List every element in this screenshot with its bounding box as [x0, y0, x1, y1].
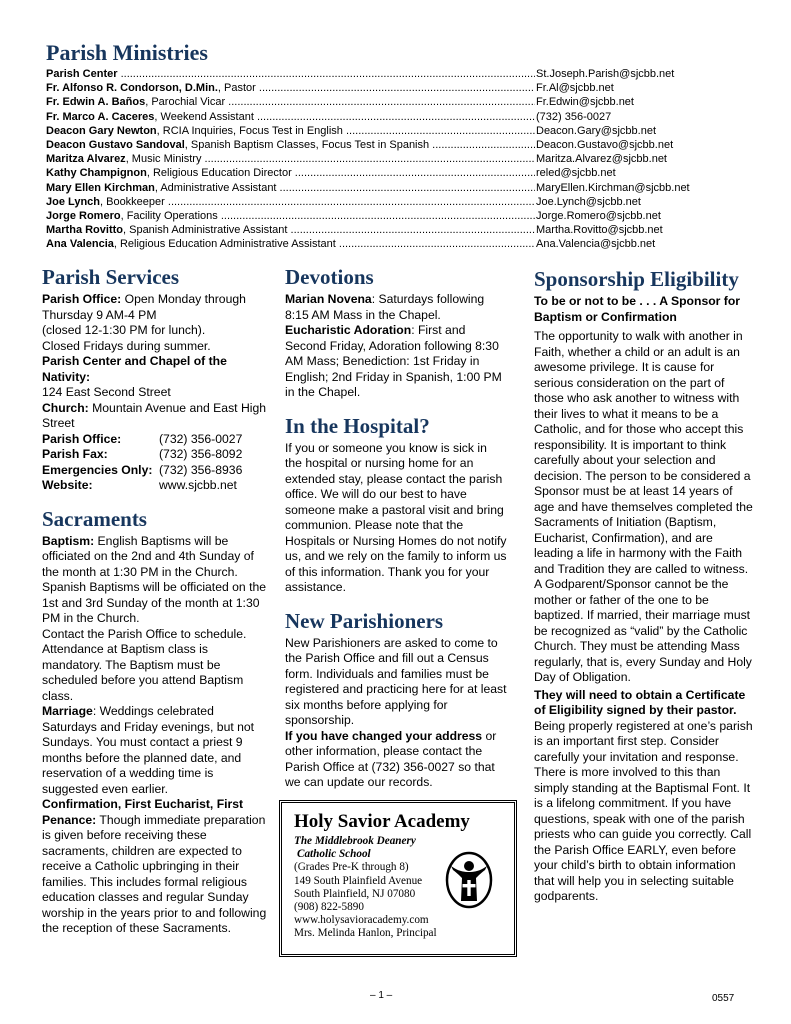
- jesus-figure-icon: [445, 851, 493, 909]
- adoration-info: Eucharistic Adoration: First and Second Friday, Adoration following 8:30 AM Mass; Benediction: 1st Friday in English; 2nd Friday in Spanish, 1:00 PM in the Chapel.: [285, 323, 502, 399]
- academy-grades: (Grades Pre-K through 8): [294, 861, 409, 874]
- ministry-contact[interactable]: Fr.Edwin@sjcbb.net: [536, 96, 634, 109]
- new-parishioners-title: New Parishioners: [285, 608, 444, 633]
- ministry-name: Fr. Edwin A. Baños: [46, 96, 146, 109]
- ministry-contact[interactable]: Maritza.Alvarez@sjcbb.net: [536, 153, 667, 166]
- academy-address2: South Plainfield, NJ 07080: [294, 887, 416, 900]
- ministry-row: [46, 181, 696, 195]
- ministry-contact[interactable]: Fr.Al@sjcbb.net: [536, 82, 614, 95]
- services-title: Parish Services: [42, 265, 180, 289]
- new-parishioners-text: New Parishioners are asked to come to the Parish Office and fill out a Census form. Individuals and families must be registered and practicing here for at least six months before applying for sponsorship.: [285, 635, 507, 727]
- academy-school: Catholic School: [297, 848, 371, 861]
- certificate-note: They will need to obtain a Certificate of Eligibility signed by their pastor.: [534, 687, 746, 717]
- ministry-row: [46, 95, 696, 109]
- ministry-role: , Spanish Baptism Classes, Focus Test in Spanish: [184, 139, 430, 152]
- ministries-list: [46, 67, 696, 252]
- ministry-name: Martha Rovitto: [46, 224, 123, 237]
- office-hours: Parish Office: Open Monday through Thursday 9 AM-4 PM: [42, 292, 246, 322]
- academy-address1: 149 South Plainfield Avenue: [294, 874, 423, 887]
- contact-value[interactable]: www.sjcbb.net: [159, 478, 237, 492]
- contact-label: Website:: [42, 478, 93, 492]
- ministry-row: [46, 152, 696, 166]
- ministry-role: , Spanish Administrative Assistant: [123, 224, 288, 237]
- sacraments-title: Sacraments: [42, 506, 147, 531]
- sponsorship-subtitle: To be or not to be . . . A Sponsor for Baptism or Confirmation: [534, 294, 741, 324]
- academy-phone: (908) 822-5890: [294, 901, 364, 914]
- center-address: 124 East Second Street: [42, 385, 171, 399]
- ministry-name: Kathy Champignon: [46, 167, 147, 180]
- ministry-row: [46, 110, 696, 124]
- ministry-row: [46, 209, 696, 223]
- ministry-contact[interactable]: Deacon.Gary@sjcbb.net: [536, 124, 657, 137]
- contact-label: Emergencies Only:: [42, 462, 153, 477]
- ministry-name: Ana Valencia: [46, 238, 114, 251]
- ministry-name: Deacon Gary Newton: [46, 124, 157, 137]
- academy-deanery: The Middlebrook Deanery: [294, 835, 416, 847]
- academy-box: [279, 800, 517, 957]
- sponsorship-title: Sponsorship Eligibility: [534, 267, 739, 291]
- hospital-text: If you or someone you know is sick in the hospital or nursing home for an extended stay, please contact the parish office. We will do our best to have someone make a pastoral visit and bring communion. Please note that the Hospitals or Nursing Homes do not notify us, and we rely on the family to inform us of this information. Thank you for your assistance.: [285, 440, 507, 594]
- novena-info: Marian Novena: Saturdays following 8:15 AM Mass in the Chapel.: [285, 292, 485, 322]
- ministry-row: [46, 195, 696, 209]
- hospital-title: In the Hospital?: [285, 413, 430, 438]
- sponsorship-text-2: Being properly registered at one’s parish is an important first step. Consider carefully your invitation and response. There is more involved to this than simply standing at the Baptismal Font. It is a lifelong commitment. If you have questions, speak with one of the parish priests who can guide you correctly. Call the Parish Office EARLY, even before your child’s birth to obtain information that will help you in selecting suitable godparents.: [534, 718, 753, 903]
- ministry-role: , Bookkeeper: [100, 195, 165, 208]
- academy-title: Holy Savior Academy: [294, 811, 470, 832]
- devotions-title: Devotions: [285, 265, 374, 289]
- ministry-role: , Music Ministry: [125, 153, 202, 166]
- ministry-role: , Facility Operations: [120, 210, 218, 223]
- ministry-name: Parish Center: [46, 68, 118, 80]
- contact-label: Parish Fax:: [42, 447, 108, 461]
- ministry-name: Fr. Marco A. Caceres: [46, 110, 155, 123]
- ministry-role: , Religious Education Director: [146, 167, 292, 180]
- page-number: – 1 –: [370, 990, 393, 1001]
- address-change-info: If you have changed your address or other information, please contact the Parish Office at (732) 356-0027 so that we can update our records.: [285, 728, 497, 789]
- marriage-info: Marriage: Weddings celebrated Saturdays and Friday evenings, but not Sundays. You must contact a priest 9 months before the planned date, and reservation of a wedding time is suggested even earlier.: [42, 704, 255, 796]
- contact-table: [42, 432, 267, 494]
- ministry-contact[interactable]: Ana.Valencia@sjcbb.net: [536, 238, 656, 251]
- ministry-name: Joe Lynch: [46, 195, 100, 208]
- ministry-contact[interactable]: Jorge.Romero@sjcbb.net: [536, 210, 661, 223]
- contact-label: Parish Office:: [42, 431, 122, 446]
- ministry-role: , Religious Education Administrative Assistant: [113, 238, 336, 251]
- ministry-row: [46, 81, 696, 95]
- ministry-row: [46, 237, 696, 251]
- document-code: 0557: [712, 993, 735, 1004]
- lunch-note: (closed 12-1:30 PM for lunch).: [42, 323, 206, 337]
- ministry-role: , Pastor: [217, 82, 256, 95]
- ministry-contact[interactable]: Joe.Lynch@sjcbb.net: [536, 195, 641, 208]
- baptism-contact: Contact the Parish Office to schedule. Attendance at Baptism class is mandatory. The Baptism must be scheduled before you attend Baptism class.: [42, 626, 247, 703]
- ministry-name: Fr. Alfonso R. Condorson, D.Min.: [46, 82, 218, 95]
- ministry-row: [46, 67, 696, 81]
- ministry-contact[interactable]: MaryEllen.Kirchman@sjcbb.net: [536, 181, 690, 194]
- academy-principal: Mrs. Melinda Hanlon, Principal: [294, 927, 437, 940]
- fridays-note: Closed Fridays during summer.: [42, 338, 211, 353]
- contact-value[interactable]: (732) 356-8936: [159, 462, 243, 477]
- ministry-name: Maritza Alvarez: [46, 153, 126, 166]
- contact-value[interactable]: (732) 356-8092: [159, 447, 243, 461]
- ministry-contact[interactable]: (732) 356-0027: [536, 110, 612, 123]
- right-column: [534, 266, 754, 905]
- ministry-name: Deacon Gustavo Sandoval: [46, 139, 185, 152]
- church-location: Church: Mountain Avenue and East High Street: [42, 400, 267, 430]
- sponsorship-text: The opportunity to walk with another in Faith, whether a child or an adult is an awesome privilege. It is cause for serious consideration on the part of those who ask another to witness with their lives to what it means to be a Catholic, and for those who accept this responsibility. It is important to think carefully about your selection and decision. The person to be considered a Sponsor must be at least 14 years of age and have themselves completed the Sacraments of Initiation (Baptism, Eucharist, Confirmation), and are leading a life in harmony with the Faith and Tradition they are called to witness. A Godparent/Sponsor cannot be the mother or father of the one to be baptized. If married, their marriage must be recognized as “valid” by the Catholic Church. They must be attending Mass regularly, that is, every Sunday and Holy Day of Obligation.: [534, 329, 753, 684]
- ministry-contact[interactable]: Martha.Rovitto@sjcbb.net: [536, 224, 663, 237]
- contact-value[interactable]: (732) 356-0027: [159, 431, 243, 446]
- ministry-contact[interactable]: St.Joseph.Parish@sjcbb.net: [536, 68, 675, 80]
- middle-column: [285, 264, 507, 791]
- left-column: [42, 264, 267, 937]
- baptism-info: Baptism: English Baptisms will be officiated on the 2nd and 4th Sunday of the month at 1:30 PM in the Church. Spanish Baptisms will be officiated on the 1st and 3rd Sunday of the month at 1:30 PM in the Church.: [42, 533, 267, 625]
- ministry-contact[interactable]: reled@sjcbb.net: [536, 167, 616, 180]
- ministry-row: [46, 138, 696, 152]
- ministry-role: , Administrative Assistant: [154, 181, 277, 194]
- confirmation-info: Confirmation, First Eucharist, First Penance: Though immediate preparation is given before receiving these sacraments, children are expected to receive a Catholic upbringing in their families. This includes formal religious education classes and regular Sunday worship in the years prior to and following the reception of these Sacraments.: [42, 797, 267, 935]
- ministry-role: , Weekend Assistant: [154, 110, 254, 123]
- ministry-role: , RCIA Inquiries, Focus Test in English: [156, 124, 343, 137]
- center-label: Parish Center and Chapel of the Nativity:: [42, 354, 227, 384]
- academy-website[interactable]: www.holysavioracademy.com: [294, 914, 429, 927]
- ministry-name: Jorge Romero: [46, 210, 121, 223]
- ministry-row: [46, 124, 696, 138]
- ministries-title: Parish Ministries: [46, 40, 208, 65]
- ministry-row: [46, 223, 696, 237]
- ministry-row: [46, 166, 696, 180]
- ministry-role: , Parochial Vicar: [145, 96, 226, 109]
- ministry-contact[interactable]: Deacon.Gustavo@sjcbb.net: [536, 139, 674, 152]
- ministry-name: Mary Ellen Kirchman: [46, 181, 155, 194]
